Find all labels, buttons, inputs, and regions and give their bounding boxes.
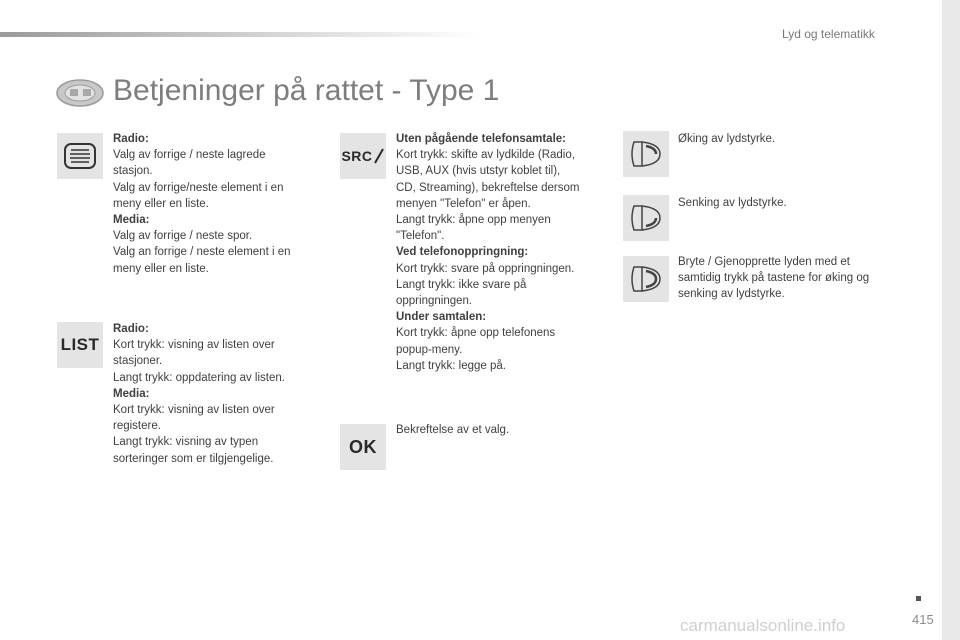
volume-down-description: Senking av lydstyrke. (678, 197, 787, 209)
page-marker (916, 596, 921, 601)
mute-icon (628, 261, 664, 297)
text-line: menyen "Telefon" er åpen. (396, 197, 531, 210)
text-line: Kort trykk: skifte av lydkilde (Radio, (396, 149, 575, 162)
text-line: Kort trykk: svare på oppringningen. (396, 262, 575, 275)
src-button[interactable] (340, 133, 386, 179)
text-line: meny eller en liste. (113, 197, 209, 210)
mute-buttons[interactable] (623, 256, 669, 302)
subheading: Radio: (113, 323, 149, 335)
mute-description (678, 254, 898, 303)
text-line: stasjoner. (113, 355, 163, 368)
volume-down-button[interactable] (623, 195, 669, 241)
src-button-label: SRC (341, 148, 373, 164)
text-line: Valg av forrige / neste lagrede (113, 149, 266, 162)
radio-description (113, 131, 313, 277)
header-gradient-bar (0, 32, 480, 37)
text-line: Valg an forrige / neste element i en (113, 246, 291, 259)
text-line: Langt trykk: åpne opp menyen (396, 214, 551, 227)
text-line: oppringningen. (396, 295, 473, 308)
list-button[interactable] (57, 322, 103, 368)
src-description (396, 131, 606, 374)
list-button-label: LIST (60, 335, 100, 354)
text-line: Langt trykk: visning av typen (113, 436, 259, 449)
subheading: Media: (113, 387, 150, 400)
text-line: Kort trykk: visning av listen over (113, 339, 275, 352)
text-line: sorteringer som er tilgjengelige. (113, 452, 274, 465)
page-edge-strip (942, 0, 960, 640)
text-line: stasjon. (113, 165, 153, 178)
subheading: Ved telefonoppringning: (396, 246, 529, 259)
volume-up-description: Øking av lydstyrke. (678, 133, 776, 145)
text-line: Valg av forrige / neste spor. (113, 230, 253, 243)
subheading: Media: (113, 214, 150, 227)
text-line: USB, AUX (hvis utstyr koblet til), (396, 165, 561, 178)
volume-up-button[interactable] (623, 131, 669, 177)
volume-down-icon (628, 200, 664, 236)
text-line: Kort trykk: visning av listen over (113, 404, 275, 417)
text-line: CD, Streaming), bekreftelse dersom (396, 181, 580, 194)
list-description (113, 321, 313, 467)
text-line: Kort trykk: åpne opp telefonens (396, 327, 556, 340)
text-line: Langt trykk: oppdatering av listen. (113, 371, 285, 384)
text-line: popup-meny. (396, 343, 463, 356)
subheading: Radio: (113, 133, 149, 145)
steering-wheel-icon (56, 78, 104, 108)
page-title: Betjeninger på rattet - Type 1 (113, 74, 500, 107)
text-line: registere. (113, 420, 161, 433)
text-line: samtidig trykk på tastene for øking og (678, 272, 870, 285)
watermark: carmanualsonline.info (680, 616, 846, 635)
text-line: "Telefon". (396, 230, 445, 243)
text-line: Langt trykk: ikke svare på (396, 278, 527, 291)
ok-description: Bekreftelse av et valg. (396, 424, 510, 436)
section-title: Lyd og telematikk (782, 27, 875, 41)
ok-button[interactable] (340, 424, 386, 470)
ok-button-label: OK (349, 436, 377, 457)
page-number: 415 (912, 612, 934, 627)
thumbwheel-button[interactable] (57, 133, 103, 179)
text-line: meny eller en liste. (113, 262, 209, 275)
subheading: Uten pågående telefonsamtale: (396, 133, 566, 145)
text-line: Langt trykk: legge på. (396, 359, 506, 372)
volume-up-icon (628, 136, 664, 172)
text-line: senking av lydstyrke. (678, 288, 785, 301)
text-line: Bryte / Gjenopprette lyden med et (678, 256, 850, 268)
text-line: Valg av forrige/neste element i en (113, 181, 284, 194)
phone-slash-icon (373, 148, 385, 164)
subheading: Under samtalen: (396, 311, 487, 324)
thumbwheel-icon (63, 142, 97, 170)
